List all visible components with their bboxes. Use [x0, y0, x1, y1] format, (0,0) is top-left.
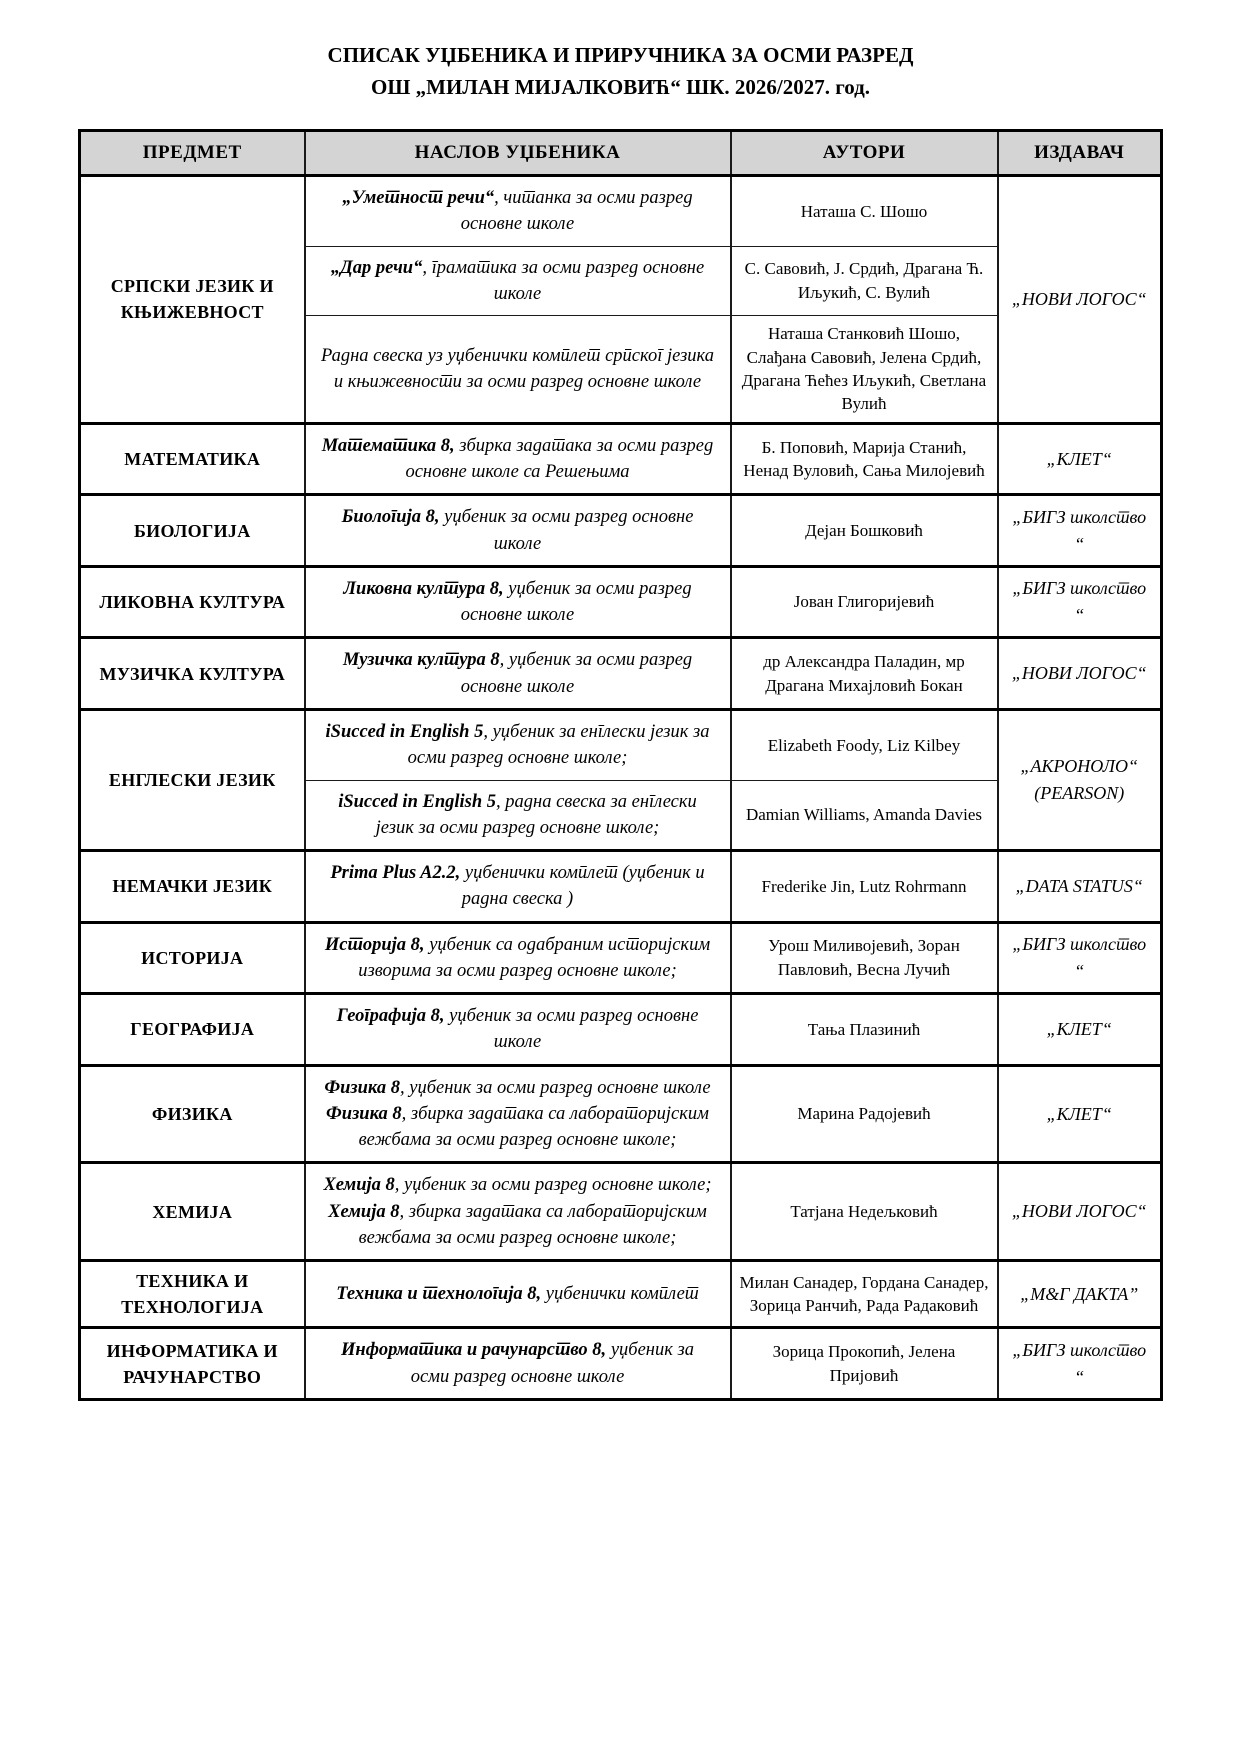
book-title-lead: Ликовна култура 8,: [343, 578, 504, 599]
book-title-rest: уџбенички комплет: [541, 1284, 699, 1305]
table-row: [80, 994, 1162, 1066]
book-title-cell: [305, 1065, 731, 1163]
authors-cell: Б. Поповић, Марија Станић, Ненад Вуловић, Сања Милојевић: [731, 423, 998, 495]
book-title-segment: [320, 860, 716, 913]
table-header-row: [80, 131, 1162, 176]
book-title-segment: [320, 719, 716, 772]
authors-cell: Elizabeth Foody, Liz Kilbey: [731, 710, 998, 781]
book-title-segment: [320, 1075, 716, 1101]
book-title-rest: , збирка задатака са лабораторијским вежбама за осми разред основне школе;: [358, 1103, 709, 1151]
table-body: [80, 176, 1162, 1400]
table-row: [80, 423, 1162, 495]
book-title-rest: , уџбеник за осми разред основне школе;: [394, 1175, 712, 1196]
book-title-lead: „Дар речи“: [330, 257, 423, 278]
authors-cell: Наташа С. Шошо: [731, 176, 998, 247]
table-row: [80, 1065, 1162, 1163]
book-title-segment: [320, 185, 716, 238]
book-title-lead: Математика 8,: [321, 435, 455, 456]
book-title-cell: [305, 1261, 731, 1328]
subject-cell: ГЕОГРАФИЈА: [80, 994, 305, 1066]
book-title-lead: Географија 8,: [336, 1006, 445, 1027]
book-title-segment: [320, 343, 716, 396]
book-title-segment: [320, 1172, 716, 1198]
header-subject: ПРЕДМЕТ: [80, 131, 305, 176]
table-row: [80, 566, 1162, 638]
book-title-rest: , уџбеник за осми разред основне школе: [399, 1077, 711, 1098]
authors-cell: Frederike Jin, Lutz Rohrmann: [731, 851, 998, 923]
book-title-rest: , граматика за осми разред основне школе: [422, 257, 705, 304]
document-title-line2: ОШ „МИЛАН МИЈАЛКОВИЋ“ ШК. 2026/2027. год.: [371, 74, 870, 99]
authors-cell: Наташа Станковић Шошо, Слађана Савовић, Јелена Срдић, Драгана Ћећез Иљукић, Светлана Вулић: [731, 316, 998, 424]
subject-cell: ИНФОРМАТИКА И РАЧУНАРСТВО: [80, 1328, 305, 1400]
book-title-lead: Техника и технологија 8,: [336, 1284, 542, 1305]
textbook-table: [78, 129, 1163, 1401]
book-title-cell: [305, 566, 731, 638]
book-title-lead: Историја 8,: [324, 934, 425, 955]
header-title: НАСЛОВ УЏБЕНИКА: [305, 131, 731, 176]
table-row: [80, 495, 1162, 567]
book-title-segment: [320, 789, 716, 842]
table-row: [80, 1261, 1162, 1328]
book-title-rest: уџбеник за осми разред основне школе: [410, 1340, 694, 1387]
book-title-lead: „Уметност речи“: [342, 188, 495, 208]
book-title-segment: [320, 1199, 716, 1252]
book-title-cell: [305, 1328, 731, 1400]
subject-cell: МАТЕМАТИКА: [80, 423, 305, 495]
book-title-cell: [305, 851, 731, 923]
publisher-cell: „М&Г ДАКТА”: [998, 1261, 1162, 1328]
book-title-segment: [320, 504, 716, 557]
table-row: [80, 176, 1162, 247]
subject-cell: МУЗИЧКА КУЛТУРА: [80, 638, 305, 710]
book-title-cell: [305, 423, 731, 495]
book-title-rest: уџбеник за осми разред основне школе: [460, 578, 692, 626]
subject-cell: ЛИКОВНА КУЛТУРА: [80, 566, 305, 638]
book-title-cell: [305, 994, 731, 1066]
book-title-lead: Хемија 8: [328, 1201, 400, 1222]
book-title-segment: [320, 1101, 716, 1154]
document-title: [121, 40, 1121, 103]
book-title-cell: [305, 710, 731, 781]
subject-cell: ТЕХНИКА И ТЕХНОЛОГИЈА: [80, 1261, 305, 1328]
book-title-cell: [305, 176, 731, 247]
book-title-segment: [320, 576, 716, 629]
authors-cell: Тања Плазинић: [731, 994, 998, 1066]
authors-cell: Damian Williams, Amanda Davies: [731, 780, 998, 851]
table-row: [80, 638, 1162, 710]
book-title-segment: [320, 1281, 716, 1307]
book-title-segment: [320, 1337, 716, 1390]
authors-cell: Татјана Недељковић: [731, 1163, 998, 1261]
book-title-lead: Физика 8: [326, 1103, 402, 1124]
book-title-lead: Информатика и рачунарство 8,: [341, 1340, 607, 1361]
book-title-cell: [305, 638, 731, 710]
publisher-cell: „БИГЗ школство “: [998, 922, 1162, 994]
authors-cell: С. Савовић, Ј. Срдић, Драгана Ћ. Иљукић, С. Вулић: [731, 246, 998, 316]
book-title-lead: Prima Plus A2.2,: [330, 863, 461, 884]
book-title-cell: [305, 780, 731, 851]
book-title-lead: Музичка култура 8: [342, 650, 500, 671]
publisher-cell: „КЛЕТ“: [998, 994, 1162, 1066]
subject-cell: ИСТОРИЈА: [80, 922, 305, 994]
book-title-cell: [305, 246, 731, 316]
book-title-rest: , радна свеска за енглески језик за осми разред основне школе;: [375, 791, 697, 838]
book-title-rest: уџбеник за осми разред основне школе: [444, 1006, 699, 1053]
book-title-rest: , уџбеник за енглески језик за осми разред основне школе;: [407, 722, 710, 769]
book-title-lead: iSucced in English 5: [325, 722, 484, 742]
book-title-segment: [320, 932, 716, 985]
subject-cell: БИОЛОГИЈА: [80, 495, 305, 567]
publisher-cell: „DATA STATUS“: [998, 851, 1162, 923]
book-title-rest: уџбеник за осми разред основне школе: [439, 507, 694, 554]
book-title-segment: [320, 647, 716, 700]
publisher-cell: „НОВИ ЛОГОС“: [998, 176, 1162, 424]
subject-cell: ХЕМИЈА: [80, 1163, 305, 1261]
book-title-cell: [305, 922, 731, 994]
authors-cell: Марина Радојевић: [731, 1065, 998, 1163]
authors-cell: Дејан Бошковић: [731, 495, 998, 567]
book-title-cell: [305, 1163, 731, 1261]
authors-cell: Милан Санадер, Гордана Санадер, Зорица Ранчић, Рада Радаковић: [731, 1261, 998, 1328]
publisher-cell: „КЛЕТ“: [998, 1065, 1162, 1163]
book-title-rest: уџбеник са одабраним историјским изворима за осми разред основне школе;: [358, 934, 711, 981]
subject-cell: НЕМАЧКИ ЈЕЗИК: [80, 851, 305, 923]
publisher-cell: „КЛЕТ“: [998, 423, 1162, 495]
subject-cell: СРПСКИ ЈЕЗИК И КЊИЖЕВНОСТ: [80, 176, 305, 424]
book-title-segment: [320, 1003, 716, 1056]
authors-cell: Зорица Прокопић, Јелена Пријовић: [731, 1328, 998, 1400]
table-row: [80, 851, 1162, 923]
document-title-line1: СПИСАК УЏБЕНИКА И ПРИРУЧНИКА ЗА ОСМИ РАЗРЕД: [327, 43, 914, 67]
authors-cell: Урош Миливојевић, Зоран Павловић, Весна Лучић: [731, 922, 998, 994]
subject-cell: ЕНГЛЕСКИ ЈЕЗИК: [80, 710, 305, 851]
authors-cell: др Александра Паладин, мр Драгана Михајловић Бокан: [731, 638, 998, 710]
table-header: [80, 131, 1162, 176]
book-title-lead: Биологија 8,: [341, 507, 440, 528]
book-title-cell: [305, 316, 731, 424]
book-title-rest: уџбенички комплет (уџбеник и радна свеска ): [460, 863, 705, 910]
table-row: [80, 1163, 1162, 1261]
publisher-cell: „НОВИ ЛОГОС“: [998, 638, 1162, 710]
header-authors: АУТОРИ: [731, 131, 998, 176]
table-row: [80, 1328, 1162, 1400]
publisher-cell: „БИГЗ школство “: [998, 566, 1162, 638]
book-title-rest: , збирка задатака са лабораторијским вежбама за осми разред основне школе;: [358, 1201, 707, 1248]
authors-cell: Јован Глигоријевић: [731, 566, 998, 638]
table-row: [80, 710, 1162, 781]
publisher-cell: „БИГЗ школство “: [998, 495, 1162, 567]
book-title-lead: iSucced in English 5: [338, 791, 497, 812]
book-title-lead: Физика 8: [324, 1077, 400, 1098]
book-title-rest: , уџбеник за осми разред основне школе: [460, 650, 693, 697]
subject-cell: ФИЗИКА: [80, 1065, 305, 1163]
publisher-cell: „БИГЗ школство “: [998, 1328, 1162, 1400]
header-publisher: ИЗДАВАЧ: [998, 131, 1162, 176]
book-title-rest: , читанка за осми разред основне школе: [460, 188, 693, 235]
table-row: [80, 922, 1162, 994]
book-title-rest: збирка задатака за осми разред основне школе са Решењима: [405, 435, 714, 483]
book-title-segment: [320, 255, 716, 308]
book-title-segment: [320, 433, 716, 486]
publisher-cell: „АКРОНОЛО“ (PEARSON): [998, 710, 1162, 851]
book-title-lead: Хемија 8: [323, 1175, 395, 1196]
book-title-cell: [305, 495, 731, 567]
publisher-cell: „НОВИ ЛОГОС“: [998, 1163, 1162, 1261]
book-title-rest: Радна свеска уз уџбенички комплет српског језика и књижевности за осми разред основне школе: [321, 345, 714, 392]
